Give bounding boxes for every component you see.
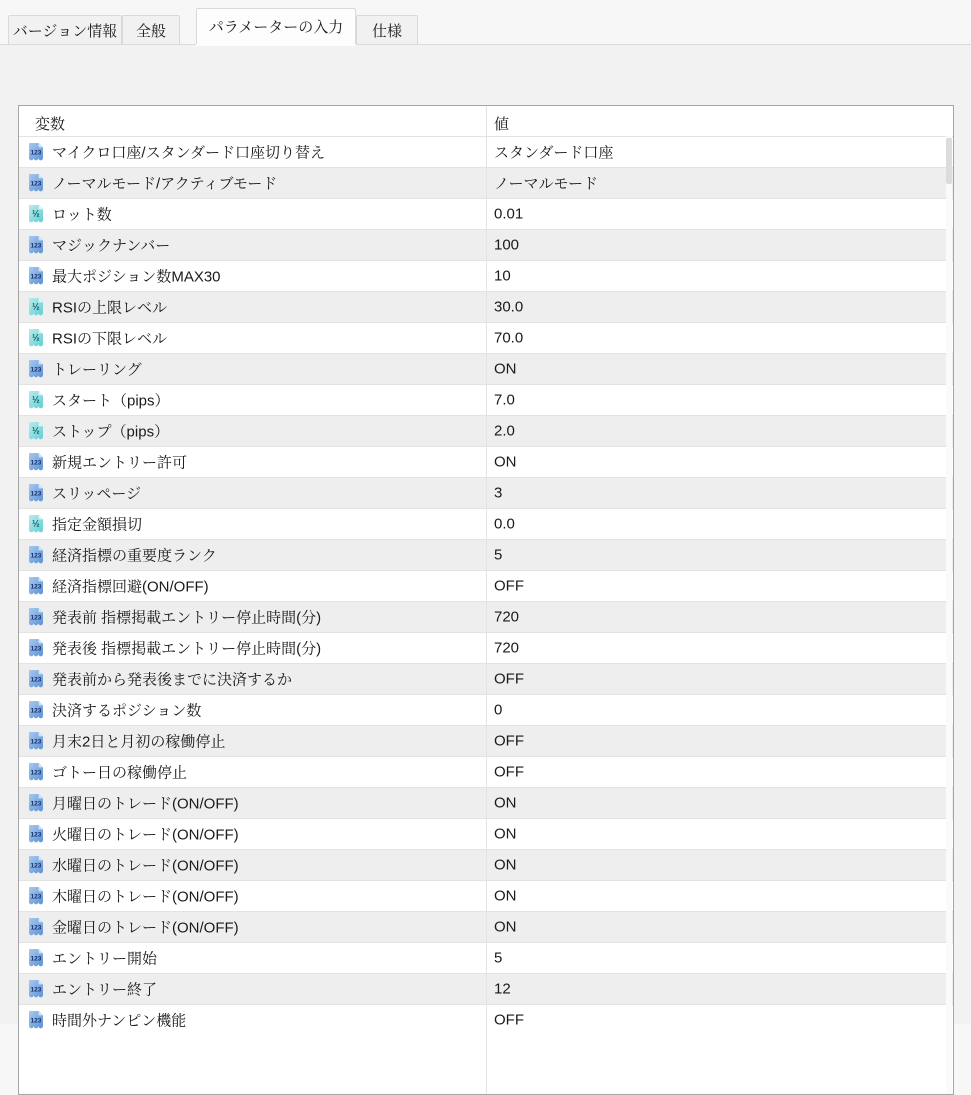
- svg-text:123: 123: [30, 273, 42, 281]
- svg-text:½: ½: [32, 425, 40, 436]
- parameter-name-cell: RSIの下限レベル: [52, 330, 168, 348]
- parameter-name-cell: トレーリング: [52, 361, 142, 379]
- svg-text:123: 123: [30, 893, 42, 901]
- parameter-value-cell[interactable]: 3: [494, 484, 503, 502]
- parameter-name-cell: 新規エントリー許可: [52, 454, 188, 472]
- parameter-tab-page: [0, 44, 971, 1030]
- parameter-name-cell: スリッページ: [52, 485, 142, 503]
- tab-label: 仕様: [371, 22, 402, 40]
- parameter-name-cell: 月末2日と月初の稼働停止: [52, 733, 226, 751]
- svg-text:123: 123: [30, 1017, 42, 1025]
- parameter-name-cell: ゴトー日の稼働停止: [52, 764, 188, 782]
- column-header-variable: 変数: [35, 116, 66, 133]
- integer-param-icon: [26, 793, 46, 813]
- integer-param-icon: [26, 917, 46, 937]
- svg-text:123: 123: [30, 738, 42, 746]
- svg-text:123: 123: [30, 552, 42, 560]
- column-divider: [486, 106, 487, 1094]
- tab-general[interactable]: [122, 15, 180, 44]
- integer-param-icon: [26, 886, 46, 906]
- svg-text:123: 123: [30, 831, 42, 839]
- svg-text:½: ½: [32, 301, 40, 312]
- parameter-value-cell[interactable]: ON: [494, 887, 517, 905]
- parameter-name-cell: 月曜日のトレード(ON/OFF): [52, 795, 239, 813]
- parameter-value-cell[interactable]: 2.0: [494, 422, 515, 440]
- parameter-name-cell: エントリー開始: [52, 950, 158, 968]
- svg-text:123: 123: [30, 180, 42, 188]
- parameter-name-cell: ストップ（pips）: [52, 423, 170, 441]
- parameter-name-cell: 発表前 指標掲載エントリー停止時間(分): [52, 609, 322, 627]
- tab-strip: [0, 0, 971, 44]
- svg-text:123: 123: [30, 645, 42, 653]
- integer-param-icon: [26, 669, 46, 689]
- parameter-value-cell[interactable]: 7.0: [494, 391, 515, 409]
- parameter-value-cell[interactable]: 12: [494, 980, 511, 998]
- svg-text:123: 123: [30, 986, 42, 994]
- integer-param-icon: [26, 235, 46, 255]
- integer-param-icon: [26, 979, 46, 999]
- integer-param-icon: [26, 142, 46, 162]
- svg-text:123: 123: [30, 459, 42, 467]
- integer-param-icon: [26, 545, 46, 565]
- parameter-name-cell: 金曜日のトレード(ON/OFF): [52, 919, 239, 937]
- parameter-value-cell[interactable]: ON: [494, 453, 517, 471]
- parameter-name-cell: 決済するポジション数: [52, 702, 202, 720]
- parameter-name-cell: 発表前から発表後までに決済するか: [52, 671, 293, 689]
- parameter-name-cell: 時間外ナンピン機能: [52, 1012, 187, 1030]
- double-param-icon: [26, 297, 46, 317]
- parameter-name-cell: ノーマルモード/アクティブモード: [52, 175, 278, 193]
- integer-param-icon: [26, 824, 46, 844]
- parameter-value-cell[interactable]: OFF: [494, 670, 524, 688]
- parameter-name-cell: マジックナンバー: [52, 237, 171, 255]
- tab-parameter-input[interactable]: [196, 8, 356, 44]
- parameter-value-cell[interactable]: スタンダード口座: [494, 144, 614, 162]
- parameter-value-cell[interactable]: 0.01: [494, 205, 524, 223]
- scrollbar-thumb[interactable]: [946, 138, 952, 184]
- svg-text:123: 123: [30, 583, 42, 591]
- parameter-name-cell: マイクロ口座/スタンダード口座切り替え: [52, 144, 325, 162]
- parameter-value-cell[interactable]: ON: [494, 856, 517, 874]
- double-param-icon: [26, 204, 46, 224]
- parameter-value-cell[interactable]: 5: [494, 949, 503, 967]
- parameter-name-cell: エントリー終了: [52, 981, 158, 999]
- parameter-value-cell[interactable]: 720: [494, 608, 520, 626]
- svg-text:123: 123: [30, 769, 42, 777]
- parameter-value-cell[interactable]: ノーマルモード: [494, 175, 598, 193]
- parameter-name-cell: スタート（pips）: [52, 392, 170, 410]
- svg-text:½: ½: [32, 518, 40, 529]
- svg-text:½: ½: [32, 332, 40, 343]
- parameter-value-cell[interactable]: 5: [494, 546, 503, 564]
- parameter-name-cell: 火曜日のトレード(ON/OFF): [52, 826, 239, 844]
- integer-param-icon: [26, 762, 46, 782]
- tab-label: 全般: [135, 22, 166, 40]
- parameter-name-cell: 経済指標回避(ON/OFF): [52, 578, 209, 596]
- parameter-value-cell[interactable]: 0.0: [494, 515, 515, 533]
- parameter-name-cell: RSIの上限レベル: [52, 299, 168, 317]
- parameter-value-cell[interactable]: 100: [494, 236, 520, 254]
- integer-param-icon: [26, 266, 46, 286]
- svg-text:½: ½: [32, 208, 40, 219]
- parameter-table: [18, 105, 954, 1095]
- svg-text:123: 123: [30, 707, 42, 715]
- parameter-name-cell: 経済指標の重要度ランク: [52, 547, 217, 565]
- parameter-value-cell[interactable]: 30.0: [494, 298, 524, 316]
- parameter-value-cell[interactable]: OFF: [494, 577, 524, 595]
- parameter-name-cell: 指定金額損切: [52, 516, 143, 534]
- parameter-value-cell[interactable]: OFF: [494, 1011, 524, 1029]
- integer-param-icon: [26, 576, 46, 596]
- svg-text:123: 123: [30, 676, 42, 684]
- tab-label: パラメーターの入力: [208, 19, 344, 36]
- integer-param-icon: [26, 731, 46, 751]
- integer-param-icon: [26, 855, 46, 875]
- svg-text:123: 123: [30, 614, 42, 622]
- parameter-value-cell[interactable]: 0: [494, 701, 503, 719]
- svg-text:123: 123: [30, 149, 42, 157]
- tab-label: バージョン情報: [12, 22, 118, 40]
- parameter-name-cell: 木曜日のトレード(ON/OFF): [52, 888, 239, 906]
- parameter-name-cell: 最大ポジション数MAX30: [52, 268, 221, 286]
- tab-specification[interactable]: [356, 15, 418, 44]
- tab-version-info[interactable]: [8, 15, 122, 44]
- vertical-scrollbar[interactable]: [946, 136, 952, 1094]
- integer-param-icon: [26, 173, 46, 193]
- svg-text:½: ½: [32, 394, 40, 405]
- integer-param-icon: [26, 483, 46, 503]
- integer-param-icon: [26, 452, 46, 472]
- parameter-name-cell: ロット数: [52, 206, 112, 224]
- svg-text:123: 123: [30, 955, 42, 963]
- svg-text:123: 123: [30, 800, 42, 808]
- parameter-name-cell: 発表後 指標掲載エントリー停止時間(分): [52, 640, 322, 658]
- parameter-value-cell[interactable]: ON: [494, 794, 517, 812]
- svg-text:123: 123: [30, 924, 42, 932]
- integer-param-icon: [26, 359, 46, 379]
- parameter-value-cell[interactable]: OFF: [494, 763, 524, 781]
- parameter-name-cell: 水曜日のトレード(ON/OFF): [52, 857, 239, 875]
- svg-text:123: 123: [30, 242, 42, 250]
- svg-text:123: 123: [30, 366, 42, 374]
- double-param-icon: [26, 390, 46, 410]
- parameter-value-cell[interactable]: ON: [494, 825, 517, 843]
- double-param-icon: [26, 514, 46, 534]
- parameter-value-cell[interactable]: 70.0: [494, 329, 524, 347]
- integer-param-icon: [26, 638, 46, 658]
- parameter-value-cell[interactable]: 10: [494, 267, 511, 285]
- parameter-value-cell[interactable]: ON: [494, 918, 517, 936]
- double-param-icon: [26, 328, 46, 348]
- integer-param-icon: [26, 700, 46, 720]
- parameter-value-cell[interactable]: 720: [494, 639, 520, 657]
- parameter-value-cell[interactable]: OFF: [494, 732, 524, 750]
- integer-param-icon: [26, 948, 46, 968]
- parameter-value-cell[interactable]: ON: [494, 360, 517, 378]
- double-param-icon: [26, 421, 46, 441]
- integer-param-icon: [26, 1010, 46, 1030]
- svg-text:123: 123: [30, 490, 42, 498]
- svg-text:123: 123: [30, 862, 42, 870]
- column-header-value: 値: [494, 116, 510, 133]
- integer-param-icon: [26, 607, 46, 627]
